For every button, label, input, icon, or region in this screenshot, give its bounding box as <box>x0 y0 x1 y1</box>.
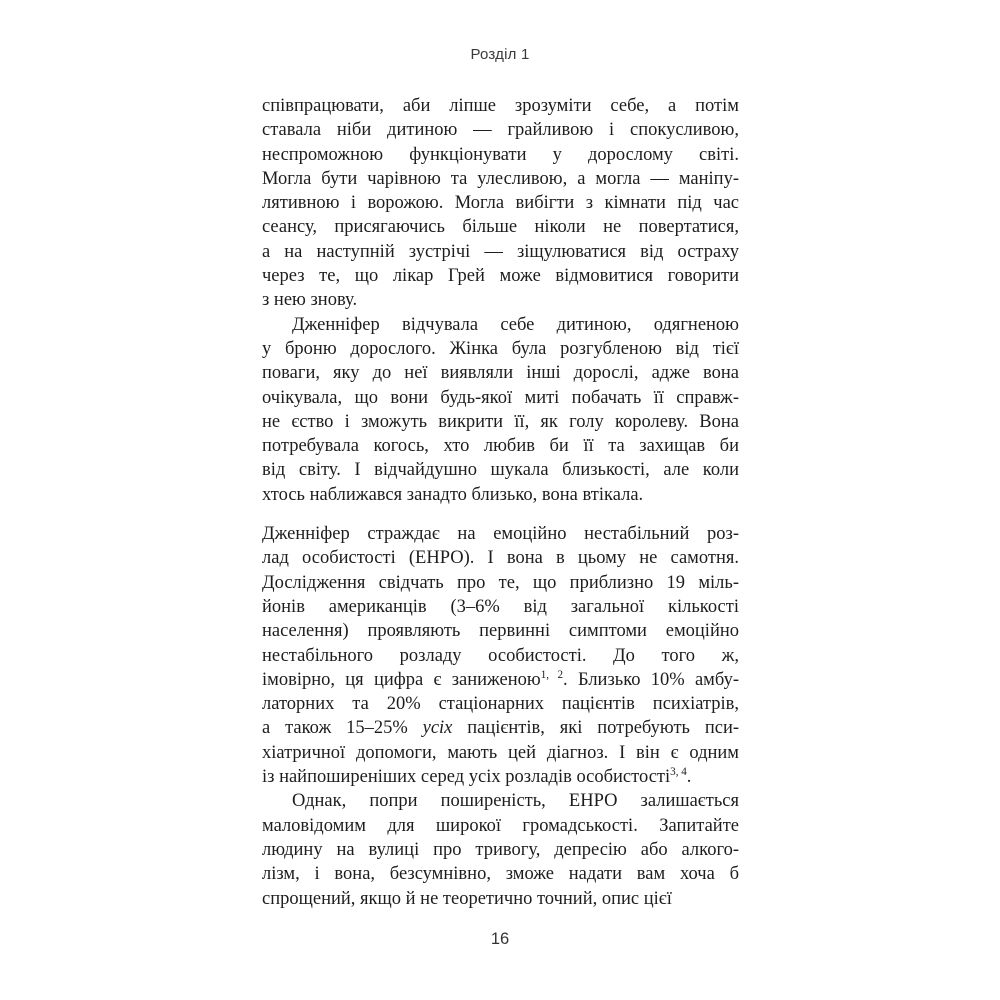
text-line: а також 15–25% усіх пацієнтів, які потребують пси- <box>262 718 740 739</box>
footnote-marker: 1, 2 <box>540 668 564 681</box>
text-line: у броню дорослого. Жінка була розгубленою від тієї <box>262 338 739 359</box>
text-line: сеансу, присягаючись більше ніколи не повертатися, <box>262 217 739 238</box>
text-line: хтось наближався занадто близько, вона втікала. <box>262 484 644 505</box>
text-line: з нею знову. <box>262 290 358 311</box>
text-line: лізм, і вона, безсумнівно, зможе надати вам хоча б <box>262 864 739 885</box>
text-line: неспроможною функціонувати у дорослому світі. <box>262 144 739 165</box>
paragraph <box>262 94 739 313</box>
text-line: не єство і зможуть викрити її, як голу королеву. Вона <box>262 411 739 432</box>
text-line: йонів американців (3–6% від загальної кількості <box>262 596 739 617</box>
text-line: очікувала, що вони будь-якої миті побачать її справж- <box>262 387 739 408</box>
text-line: нестабільного розладу особистості. До того ж, <box>262 645 739 666</box>
text-line: хіатричної допомоги, мають цей діагноз. І він є одним <box>262 742 739 763</box>
text-line: лятивною і ворожою. Могла вибігти з кімнати під час <box>262 193 739 214</box>
page-number: 16 <box>490 930 510 948</box>
paragraph <box>262 522 739 789</box>
text-line: спрощений, якщо й не теоретично точний, опис цієї <box>262 888 672 909</box>
text-line: імовірно, ця цифра є заниженою$^{1, 2}$. Близько 10% амбу- <box>262 668 740 690</box>
text-line: ставала ніби дитиною — грайливою і спокусливою, <box>262 120 739 141</box>
footnote-marker: 3, 4 <box>670 765 687 778</box>
text-line: латорних та 20% стаціонарних пацієнтів психіатрів, <box>262 694 739 715</box>
body-text-block <box>262 94 739 911</box>
text-line: із найпоширеніших серед усіх розладів особистості$^{3, 4}$. <box>262 765 692 788</box>
text-line: лад особистості (ЕНРО). І вона в цьому не самотня. <box>262 548 739 569</box>
text-line: Дженніфер відчувала себе дитиною, одягненою <box>292 314 739 335</box>
text-line: через те, що лікар Грей може відмовитися говорити <box>262 266 739 287</box>
text-line: Дженніфер страждає на емоційно нестабільний роз- <box>262 524 739 545</box>
text-line: поваги, яку до неї виявляли інші дорослі, адже вона <box>262 363 739 384</box>
text-line: співпрацювати, аби ліпше зрозуміти себе, а потім <box>262 96 739 116</box>
text-line: Могла бути чарівною та улесливою, а могла — маніпу- <box>262 168 739 189</box>
text-line: Дослідження свідчать про те, що приблизно 19 міль- <box>262 572 739 593</box>
text-line: людину на вулиці про тривогу, депресію або алкого- <box>262 839 739 860</box>
running-head: Розділ 1 <box>470 46 530 63</box>
paragraph <box>262 789 739 910</box>
text-line: від світу. І відчайдушно шукала близькості, але коли <box>262 460 739 481</box>
text-line: а на наступній зустрічі — зіщулюватися від остраху <box>262 241 739 262</box>
text-line: маловідомим для широкої громадськості. Запитайте <box>262 815 739 836</box>
paragraph <box>262 313 739 507</box>
text-line: потребувала когось, хто любив би її та захищав би <box>262 436 739 457</box>
text-line: населення) проявляють первинні симптоми емоційно <box>262 621 739 642</box>
text-line: Однак, попри поширеність, ЕНРО залишається <box>292 791 739 812</box>
